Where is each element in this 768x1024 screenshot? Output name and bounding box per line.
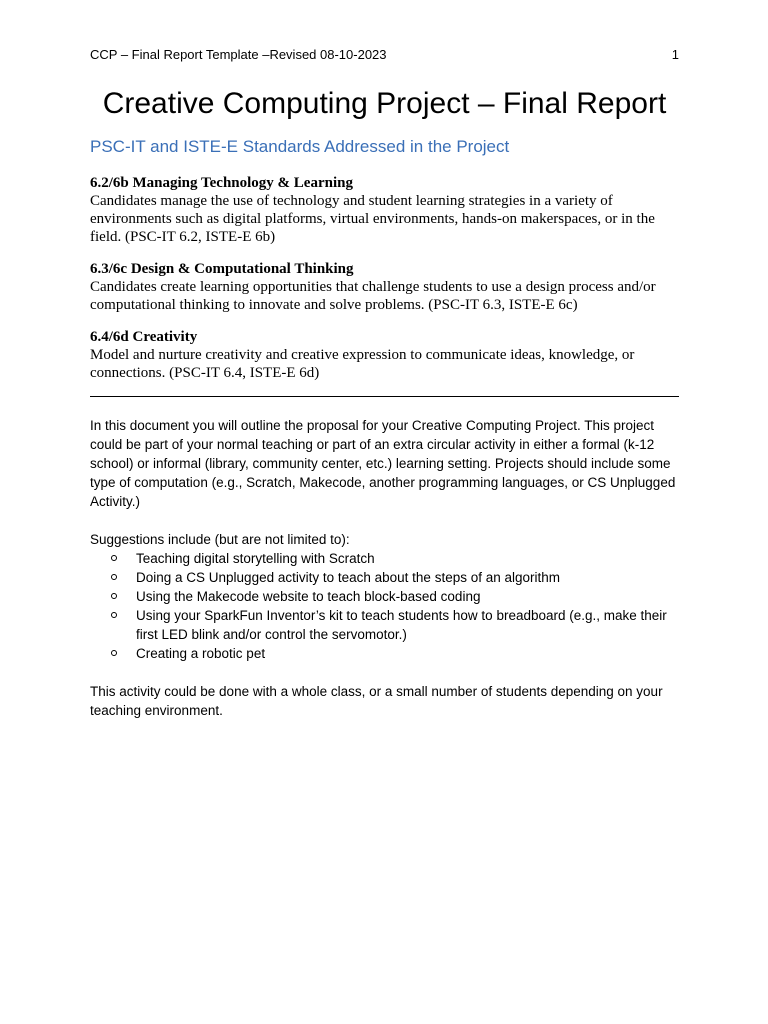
list-item [136,606,679,644]
document-title: Creative Computing Project – Final Report [102,87,667,120]
standard-heading: 6.3/6c Design & Computational Thinking [90,261,354,277]
intro-paragraph: In this document you will outline the proposal for your Creative Computing Project. This project could be part of your normal teaching or part of an extra circular activity in either a formal (k-12 school) or informal (library, community center, etc.) learning setting. Projects should include some type of computation (e.g., Scratch, Makecode, another programming languages, or CS Unplugged Activity.) [90,418,676,509]
circle-bullet-icon [111,650,117,656]
list-item-text: Creating a robotic pet [136,646,266,661]
list-item [136,549,679,568]
page-header [90,46,679,64]
list-item-text: Teaching digital storytelling with Scratch [136,551,375,566]
standard-description: Model and nurture creativity and creative expression to communicate ideas, knowledge, or connections. (PSC-IT 6.4, ISTE-E 6d) [90,347,635,381]
closing-paragraph: This activity could be done with a whole class, or a small number of students depending on your teaching environment. [90,684,663,718]
standard-block [90,328,679,382]
list-item [136,587,679,606]
circle-bullet-icon [111,555,117,561]
list-item-text: Using your SparkFun Inventor’s kit to teach students how to breadboard (e.g., make their first LED blink and/or control the servomotor.) [136,608,667,642]
list-item [136,644,679,663]
list-item-text: Using the Makecode website to teach block-based coding [136,589,481,604]
circle-bullet-icon [111,612,117,618]
standard-block [90,174,679,246]
standard-description: Candidates create learning opportunities that challenge students to use a design process and/or computational thinking to innovate and solve problems. (PSC-IT 6.3, ISTE-E 6c) [90,279,656,313]
suggestions-label: Suggestions include (but are not limited to): [90,532,350,547]
list-item-text: Doing a CS Unplugged activity to teach about the steps of an algorithm [136,570,561,585]
standard-heading: 6.2/6b Managing Technology & Learning [90,175,353,191]
circle-bullet-icon [111,593,117,599]
standard-heading: 6.4/6d Creativity [90,329,198,345]
list-item [136,568,679,587]
standard-block [90,260,679,314]
suggestions-list [90,549,679,663]
header-text: CCP – Final Report Template –Revised 08-10-2023 [90,47,387,62]
circle-bullet-icon [111,574,117,580]
standard-description: Candidates manage the use of technology and student learning strategies in a variety of environments such as digital platforms, virtual environments, hands-on makerspaces, or in the field. (PSC-IT 6.2, ISTE-E 6b) [90,193,655,245]
page-number: 1 [671,47,679,62]
horizontal-divider [90,396,679,397]
section-subtitle: PSC-IT and ISTE-E Standards Addressed in the Project [90,137,510,156]
